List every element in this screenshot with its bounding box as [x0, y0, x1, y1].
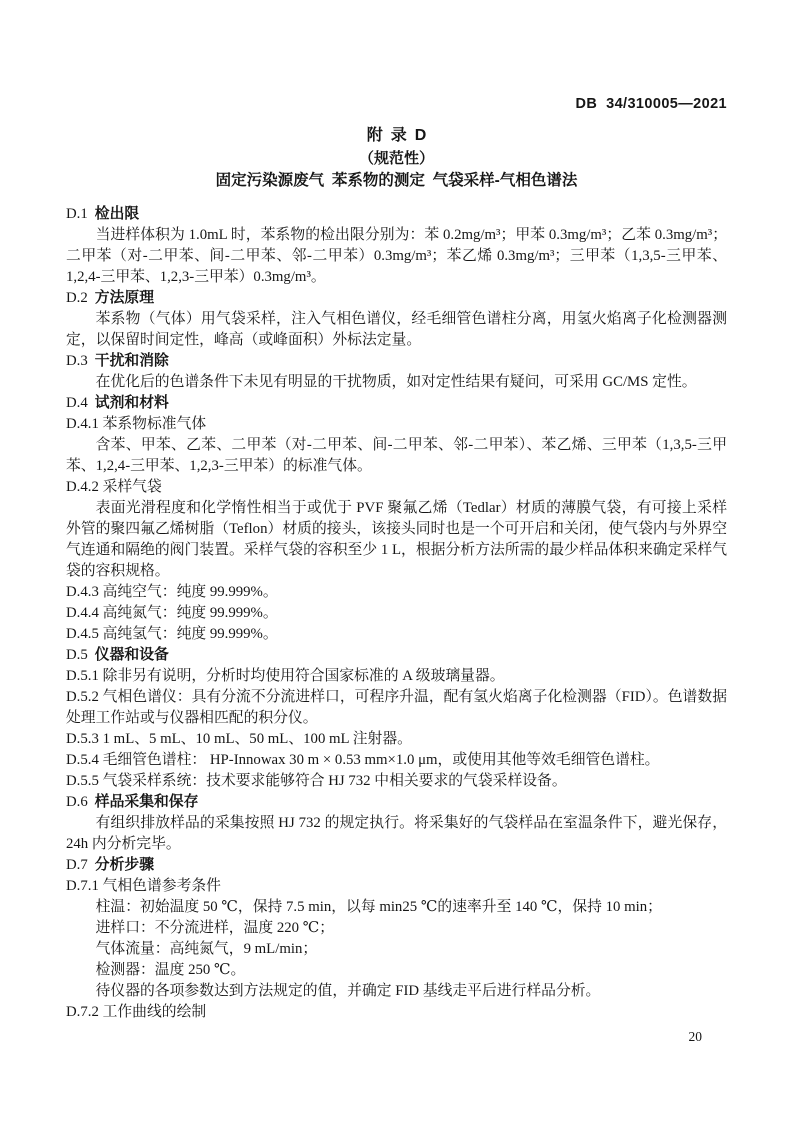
para-d1-detection-limits: 当进样体积为 1.0mL 时，苯系物的检出限分别为：苯 0.2mg/m³；甲苯 0.3mg/m³；乙苯 0.3mg/m³；二甲苯（对-二甲苯、间-二甲苯、邻-二甲苯）0.3mg/m³；苯乙烯 0.3mg/m³；三甲苯（1,3,5-三甲苯、1,2,4-三甲苯、1,2,3-三甲苯）0.3mg/m³。	[66, 226, 727, 285]
section-number: D.3	[66, 352, 88, 369]
clause-d5-4: D.5.4 毛细管色谱柱： HP-Innowax 30 m × 0.53 mm×1.0 μm，或使用其他等效毛细管色谱柱。	[66, 751, 660, 768]
para-d2-principle: 苯系物（气体）用气袋采样，注入气相色谱仪，经毛细管色谱柱分离，用氢火焰离子化检测器测定，以保留时间定性，峰高（或峰面积）外标法定量。	[66, 310, 727, 348]
heading-d7	[66, 855, 727, 876]
section-number: D.7	[66, 856, 88, 873]
section-number: D.2	[66, 289, 88, 306]
section-title: 方法原理	[94, 289, 154, 306]
title-block	[66, 125, 727, 193]
para-d7-baseline: 待仪器的各项参数达到方法规定的值，并确定 FID 基线走平后进行样品分析。	[95, 982, 601, 999]
section-title: 试剂和材料	[94, 394, 169, 411]
section-number: D.4	[66, 394, 88, 411]
clause-d7-2: D.7.2 工作曲线的绘制	[66, 1003, 207, 1020]
appendix-title: 附 录 D	[366, 127, 427, 144]
para-d3-interference: 在优化后的色谱条件下未见有明显的干扰物质，如对定性结果有疑问，可采用 GC/MS 定性。	[95, 373, 697, 390]
section-title: 样品采集和保存	[94, 793, 199, 810]
heading-d2	[66, 288, 727, 309]
heading-d6	[66, 792, 727, 813]
section-title: 仪器和设备	[94, 646, 169, 663]
section-title: 检出限	[94, 205, 140, 222]
para-d4-1-standard-gas: 含苯、甲苯、乙苯、二甲苯（对-二甲苯、间-二甲苯、邻-二甲苯）、苯乙烯、三甲苯（1,3,5-三甲苯、1,2,4-三甲苯、1,2,3-三甲苯）的标准气体。	[66, 436, 727, 474]
heading-d1	[66, 204, 727, 225]
section-title: 分析步骤	[94, 856, 154, 873]
heading-d5	[66, 645, 727, 666]
para-d7-gas-flow: 气体流量：高纯氮气，9 mL/min；	[95, 940, 318, 957]
document-body	[66, 204, 727, 1023]
clause-d7-1: D.7.1 气相色谱参考条件	[66, 877, 221, 894]
clause-d5-3: D.5.3 1 mL、5 mL、10 mL、50 mL、100 mL 注射器。	[66, 730, 412, 747]
clause-d4-4: D.4.4 高纯氮气：纯度 99.999%。	[66, 604, 278, 621]
page-number: 20	[688, 1029, 702, 1044]
clause-d5-2: D.5.2 气相色谱仪：具有分流不分流进样口，可程序升温，配有氢火焰离子化检测器（FID）。色谱数据处理工作站或与仪器相匹配的积分仪。	[66, 688, 727, 726]
section-number: D.5	[66, 646, 88, 663]
heading-d4	[66, 393, 727, 414]
clause-d4-1: D.4.1 苯系物标准气体	[66, 415, 207, 432]
section-title: 干扰和消除	[94, 352, 169, 369]
clause-d4-2: D.4.2 采样气袋	[66, 478, 162, 495]
doc-title: 固定污染源废气 苯系物的测定 气袋采样-气相色谱法	[215, 172, 578, 189]
clause-d4-3: D.4.3 高纯空气：纯度 99.999%。	[66, 583, 278, 600]
section-number: D.1	[66, 205, 88, 222]
para-d7-detector: 检测器：温度 250 ℃。	[95, 961, 246, 978]
para-d7-column-temp: 柱温：初始温度 50 ℃，保持 7.5 min，以每 min25 ℃的速率升至 140 ℃，保持 10 min；	[95, 898, 662, 915]
section-number: D.6	[66, 793, 88, 810]
clause-d5-1: D.5.1 除非另有说明，分析时均使用符合国家标准的 A 级玻璃量器。	[66, 667, 505, 684]
clause-d5-5: D.5.5 气袋采样系统：技术要求能够符合 HJ 732 中相关要求的气袋采样设备。	[66, 772, 567, 789]
para-d6-sampling: 有组织排放样品的采集按照 HJ 732 的规定执行。将采集好的气袋样品在室温条件下，避光保存，24h 内分析完毕。	[66, 814, 727, 852]
heading-d3	[66, 351, 727, 372]
page-content	[66, 125, 727, 1023]
para-d4-2-sampling-bag: 表面光滑程度和化学惰性相当于或优于 PVF 聚氟乙烯（Tedlar）材质的薄膜气袋，有可接上采样外管的聚四氟乙烯树脂（Teflon）材质的接头，该接头同时也是一个可开启和关闭，使气袋内与外界空气连通和隔绝的阀门装置。采样气袋的容积至少 1 L，根据分析方法所需的最少样品体积来确定采样气袋的容积规格。	[66, 499, 727, 579]
para-d7-inlet: 进样口：不分流进样，温度 220 ℃；	[95, 919, 335, 936]
normative-label: （规范性）	[358, 149, 434, 167]
clause-d4-5: D.4.5 高纯氢气：纯度 99.999%。	[66, 625, 278, 642]
doc-number: DB 34/310005—2021	[575, 96, 727, 112]
